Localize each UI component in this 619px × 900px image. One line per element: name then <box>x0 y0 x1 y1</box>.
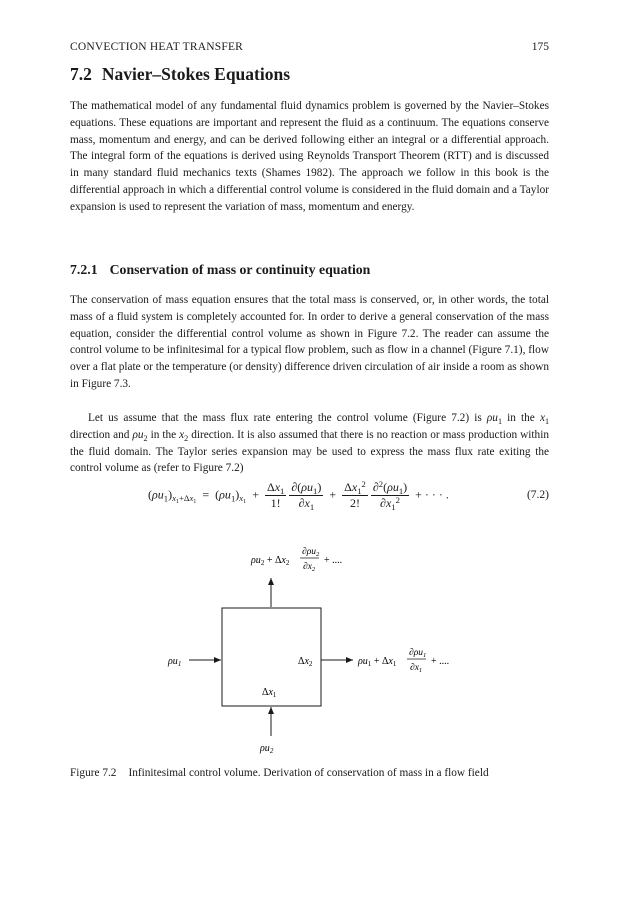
svg-text:+ ....: + .... <box>324 555 343 566</box>
figure-caption <box>70 767 489 779</box>
paragraph3-part1: Let us assume that the mass flux rate entering the control volume (Figure 7.2) is <box>88 412 482 424</box>
svg-text:∂ρu2: $\partial\rho u_2$ <box>302 547 320 558</box>
label-outflow-x <box>357 648 449 674</box>
taylor-term-2-derivative: $\frac{\partial^2(\rho u_1)}{\partial x_1^2}$ <box>372 479 408 513</box>
subsection-title-text: Conservation of mass or continuity equation <box>109 262 371 277</box>
figure-caption-text: Infinitesimal control volume. Derivation of conservation of mass in a flow field <box>128 767 489 779</box>
paragraph3-part2: in the <box>507 412 535 424</box>
equation-7-2: $(\rho u_1)_{x_1+\Delta x_1} = (\rho u_1)_{x_1}$ + $\frac{\Delta x_1}{1!}$ $\frac{\partial(\rho u_1)}{\partial x_1}$ + $\frac{\Delta x_1^2}{2!}$ $\frac{\partial^2(\rho u_1)}{\partial x_1^2}$ + · · · . <box>148 479 449 513</box>
taylor-term-1-derivative: $\frac{\partial(\rho u_1)}{\partial x_1}$ <box>291 480 322 513</box>
svg-text:+ ....: + .... <box>431 656 450 667</box>
section-title <box>70 64 290 85</box>
mass-conservation-paragraph: The conservation of mass equation ensures that the total mass is conserved, or, in other words, the total mass of a fluid system is completely accounted for. In order to derive a general conservation of the mass equation, consider the differential control volume as shown in Figure 7.2. The reader can assume the control volume to be infinitesimal for a typical flow problem, such as flow in a channel (Figure 7.1), flow over a flat plate or the temperature (or density) difference driven circulation of air inside a room as shown in Figure 7.3. <box>70 294 549 390</box>
taylor-term-1-coef: $\frac{\Delta x_1}{1!}$ <box>266 480 285 510</box>
svg-text:ρu1 + Δx1: $\rho u_1 + \Delta x_1$ <box>358 656 397 668</box>
svg-text:∂x2: $\partial x_2$ <box>303 562 316 573</box>
running-header-title: CONVECTION HEAT TRANSFER <box>70 41 244 53</box>
svg-text:∂ρu1: $\partial\rho u_1$ <box>409 648 427 659</box>
taylor-term-2-coef: $\frac{\Delta x_1^2}{2!}$ <box>344 479 366 510</box>
label-outflow-y <box>250 547 342 573</box>
subsection-number: 7.2.1 <box>70 262 98 277</box>
label-inflow-y: $\rho u_2$ <box>260 743 274 755</box>
control-volume-figure <box>0 530 619 760</box>
svg-text:∂x1: $\partial x_1$ <box>410 663 423 674</box>
label-inflow-x: $\rho u_1$ <box>168 656 182 668</box>
svg-text:ρu2 + Δx2: $\rho u_2 + \Delta x_2$ <box>251 555 290 567</box>
page-number: 175 <box>531 41 549 53</box>
equation-number: (7.2) <box>526 489 549 501</box>
paragraph3-part4: in the <box>150 428 177 441</box>
section-number: 7.2 <box>70 64 92 84</box>
paragraph3-part5: direction. It is also assumed that there is no reaction or mass production within the fluid domain. The Taylor series expansion may be used to express the mass flux rate exiting the control volume as (refer to Figure 7.2) <box>70 428 549 475</box>
subsection-title <box>70 262 370 278</box>
figure-caption-label: Figure 7.2 <box>70 767 117 779</box>
intro-paragraph: The mathematical model of any fundamental fluid dynamics problem is governed by the Navier–Stokes equations. These equations are important and represent the fluid as a continuum. The equations conserve mass, momentum and energy, and can be derived following either an integral or a differential approach. The integral form of the equations is derived using Reynolds Transport Theorem (RTT) and is discussed in many standard fluid mechanics texts (Shames 1982). The approach we follow in this book is the differential approach in which a differential control volume is considered in the fluid domain and a Taylor expansion is used to represent the variation of mass, momentum and energy. <box>70 100 549 213</box>
section-title-text: Navier–Stokes Equations <box>101 64 291 84</box>
paragraph3-part3: direction and <box>70 428 130 441</box>
label-dx2: $\Delta x_2$ <box>298 656 313 668</box>
mass-flux-paragraph: Let us assume that the mass flux rate entering the control volume (Figure 7.2) is $\rho u_1$ in the $x_1$ direction and $\rho u_2$ in the $x_2$ direction. It is also assumed that there is no reaction or mass production within the fluid domain. The Taylor series expansion may be used to express the mass flux rate exiting the control volume as (refer to Figure 7.2) <box>70 412 550 475</box>
label-dx1: $\Delta x_1$ <box>262 687 277 699</box>
